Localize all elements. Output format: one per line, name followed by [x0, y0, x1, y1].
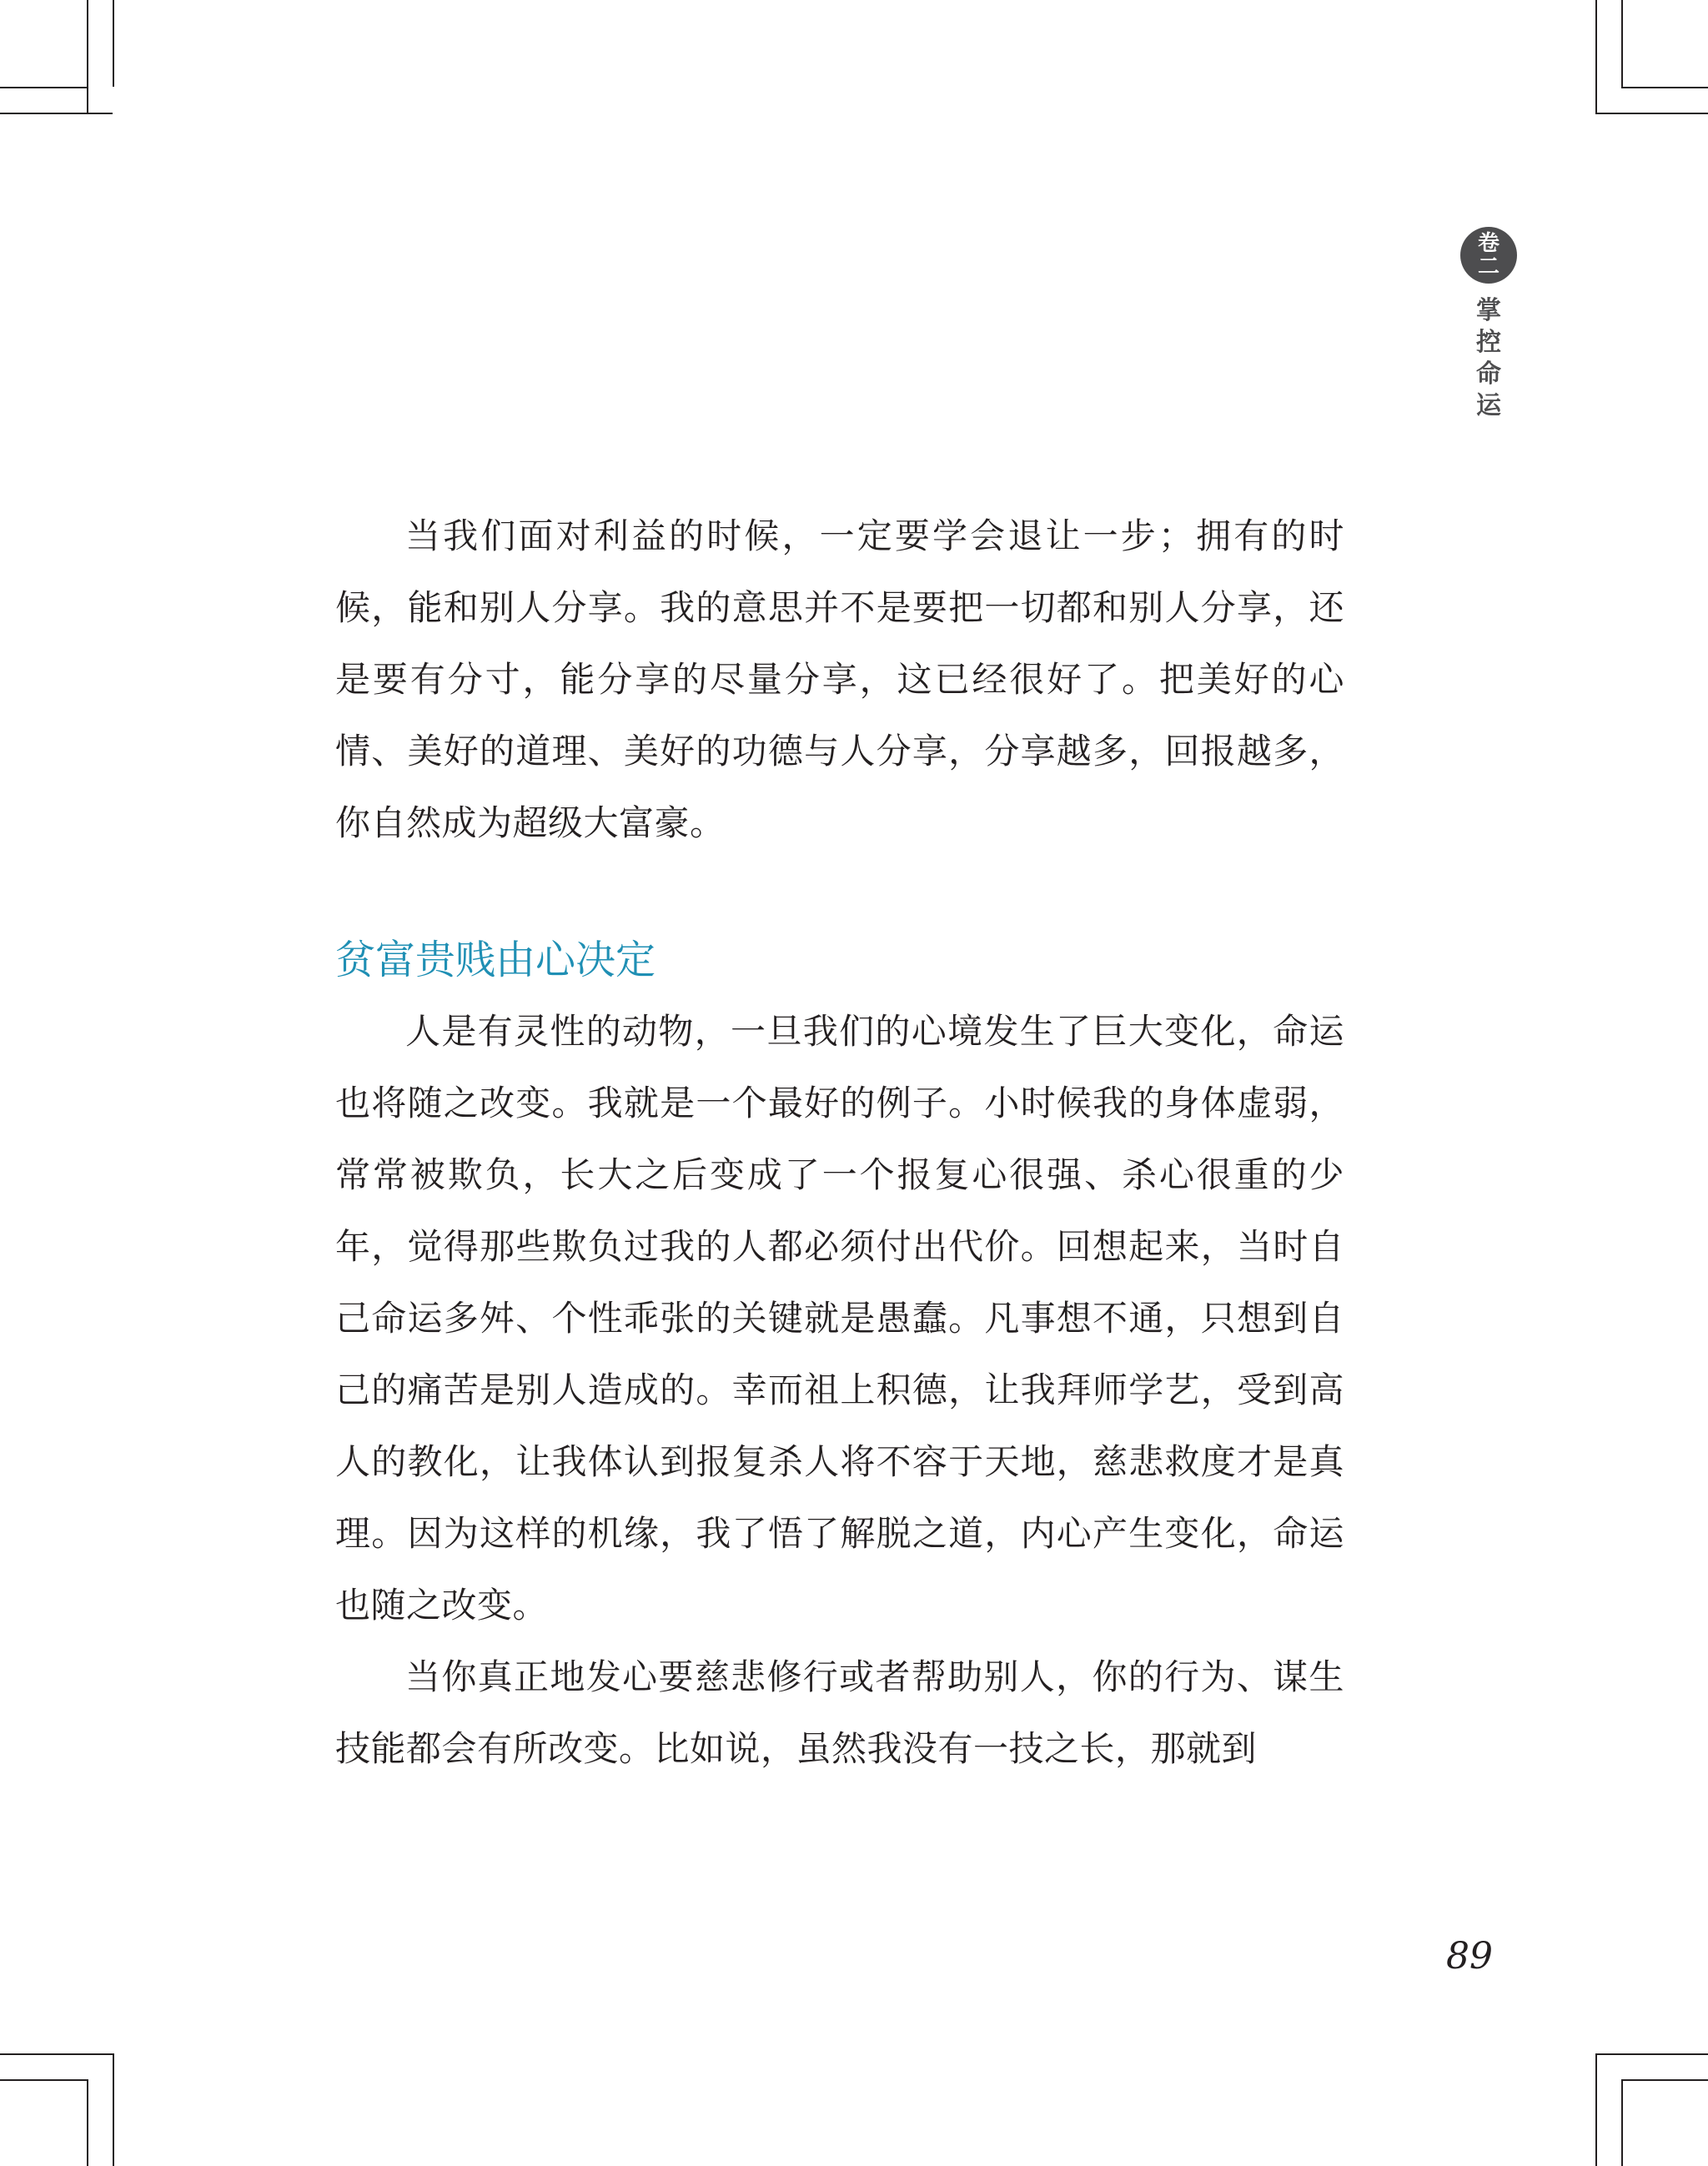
- page-number: 89: [1446, 1935, 1493, 1978]
- crop-mark: [0, 2079, 87, 2081]
- crop-mark: [1595, 2053, 1597, 2166]
- crop-mark: [0, 2053, 113, 2055]
- volume-char: 二: [1477, 254, 1500, 279]
- chapter-char: 控: [1476, 328, 1501, 357]
- crop-mark: [1595, 0, 1597, 113]
- crop-mark: [87, 2079, 88, 2166]
- crop-mark: [113, 0, 114, 87]
- chapter-char: 命: [1476, 359, 1501, 389]
- chapter-title-vertical: [1476, 295, 1501, 422]
- crop-mark: [87, 0, 88, 113]
- crop-mark: [1595, 113, 1708, 114]
- volume-badge: [1460, 227, 1517, 284]
- chapter-side-tab: [1461, 227, 1516, 422]
- crop-mark: [0, 87, 87, 88]
- body-paragraph: 人是有灵性的动物，一旦我们的心境发生了巨大变化，命运也将随之改变。我就是一个最好的例子。小时候我的身体虚弱，常常被欺负，长大之后变成了一个报复心很强、杀心很重的少年，觉得那些欺负过我的人都必须付出代价。回想起来，当时自己命运多舛、个性乖张的关键就是愚蠢。凡事想不通，只想到自己的痛苦是别人造成的。幸而祖上积德，让我拜师学艺，受到高人的教化，让我体认到报复杀人将不容于天地，慈悲救度才是真理。因为这样的机缘，我了悟了解脱之道，内心产生变化，命运也随之改变。: [335, 1011, 1344, 1626]
- volume-char: 卷: [1477, 231, 1500, 256]
- body-paragraph: 当你真正地发心要慈悲修行或者帮助别人，你的行为、谋生技能都会有所改变。比如说，虽然我没有一技之长，那就到: [335, 1656, 1344, 1769]
- chapter-char: 运: [1476, 391, 1501, 420]
- section-heading: 贫富贵贱由心决定: [335, 937, 656, 983]
- page-body: [335, 500, 1344, 1785]
- crop-mark: [1621, 0, 1623, 87]
- body-paragraph: 当我们面对利益的时候，一定要学会退让一步；拥有的时候，能和别人分享。我的意思并不是要把一切都和别人分享，还是要有分寸，能分享的尽量分享，这已经很好了。把美好的心情、美好的道理、美好的功德与人分享，分享越多，回报越多，你自然成为超级大富豪。: [335, 515, 1344, 843]
- crop-mark: [113, 2053, 114, 2166]
- crop-mark: [1621, 87, 1708, 88]
- crop-mark: [1595, 2053, 1708, 2055]
- chapter-char: 掌: [1476, 296, 1501, 325]
- crop-mark: [1621, 2079, 1623, 2166]
- crop-mark: [0, 113, 113, 114]
- crop-mark: [1621, 2079, 1708, 2081]
